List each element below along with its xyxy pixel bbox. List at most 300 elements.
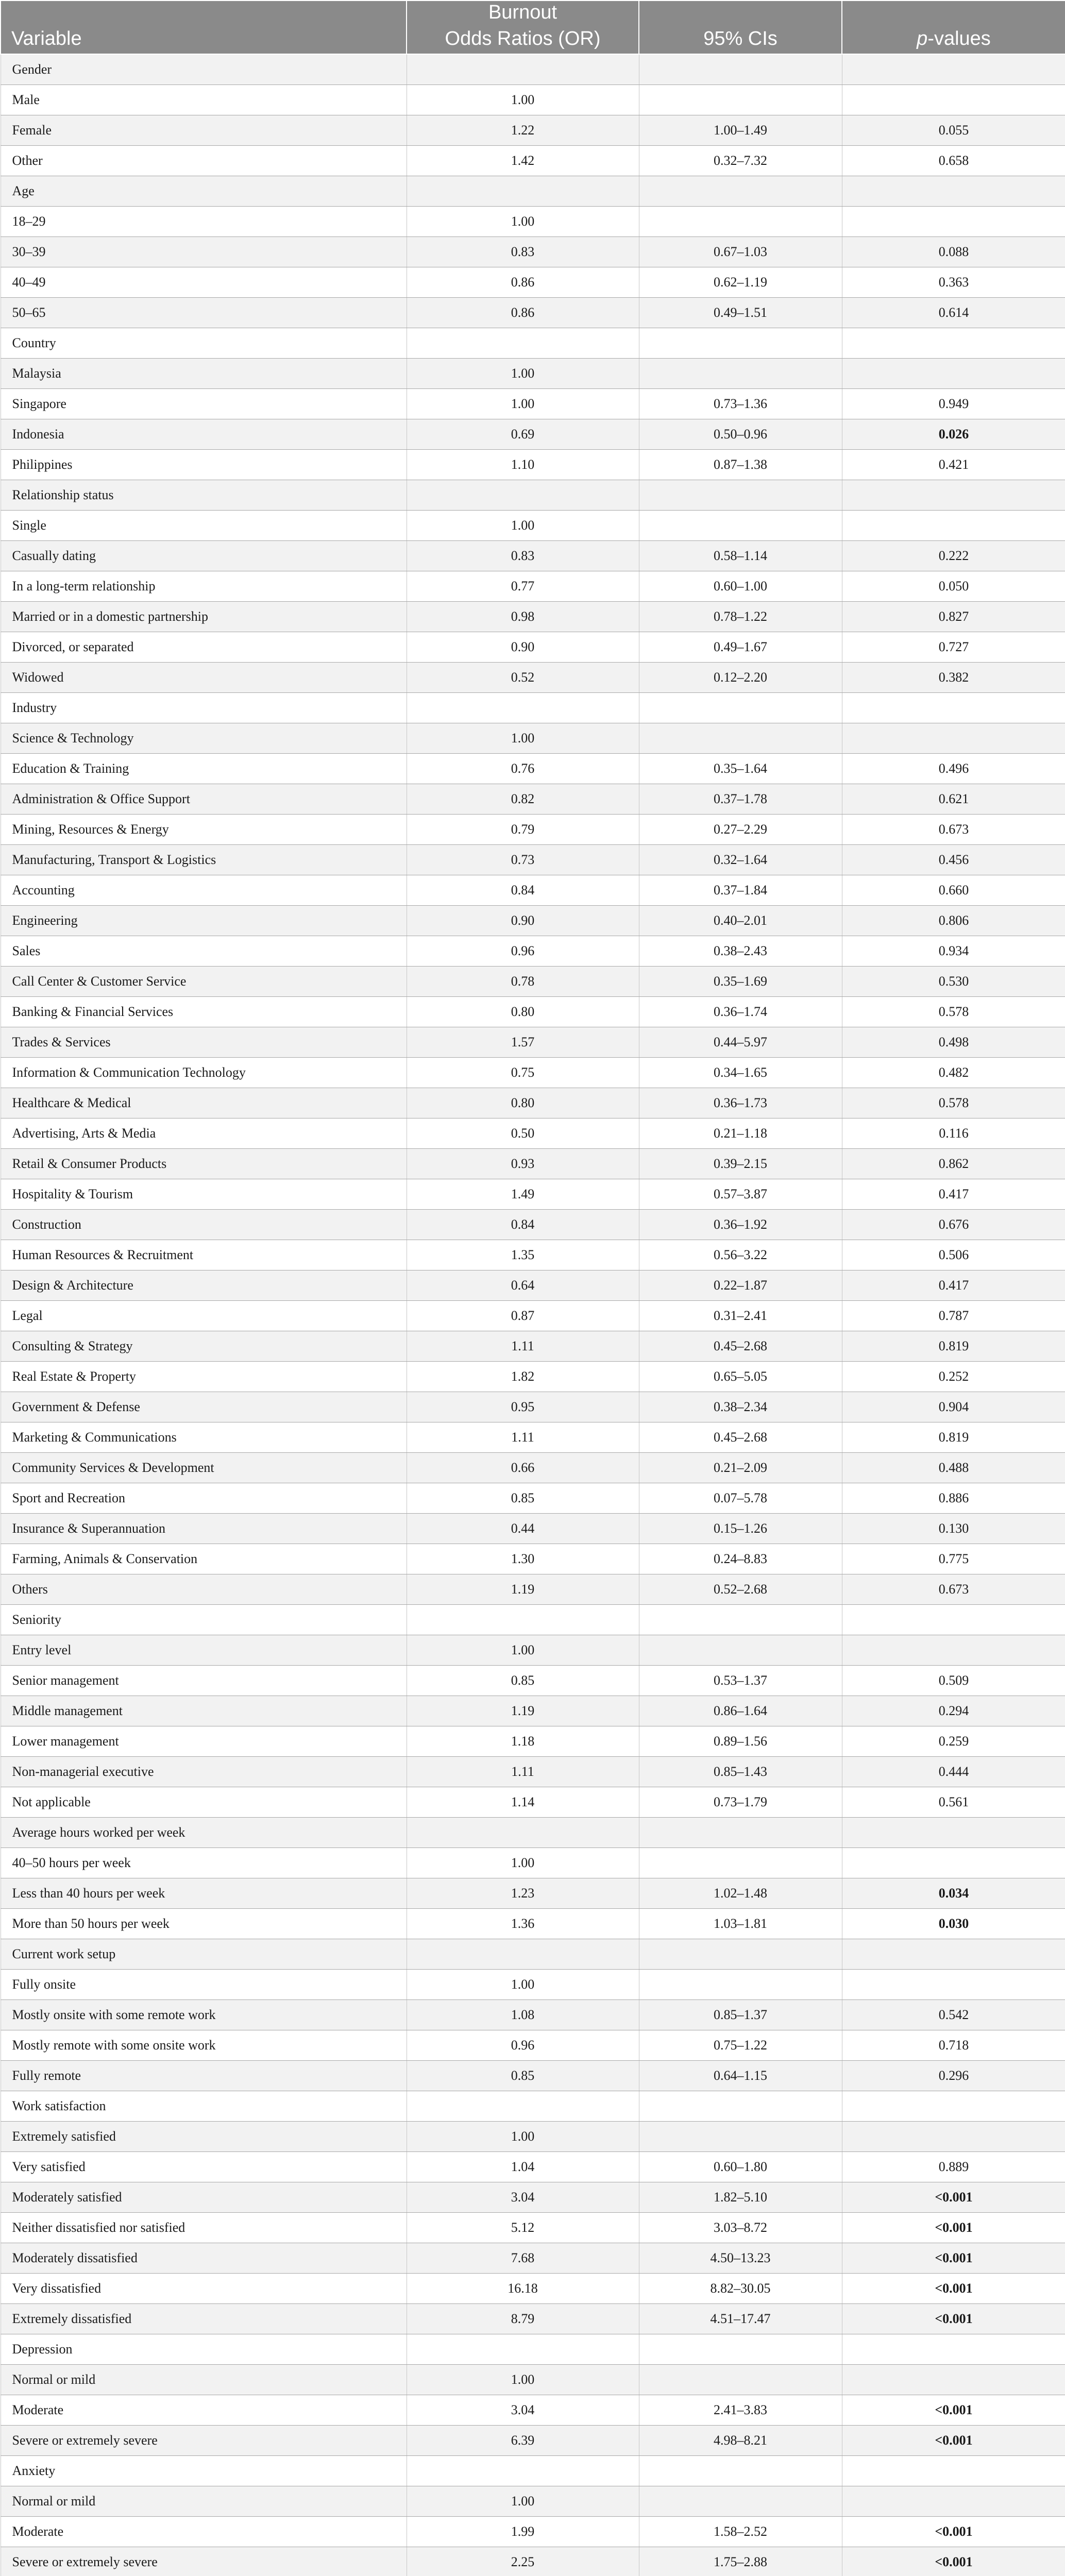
table-row [1,1392,1065,1422]
variable-cell: Country [1,328,407,358]
odds-ratio-cell: 1.00 [407,510,639,540]
p-value-cell: <0.001 [842,2212,1065,2243]
variable-cell: Mostly onsite with some remote work [1,1999,407,2030]
table-row [1,844,1065,875]
p-value-cell: 0.775 [842,1544,1065,1574]
table-row [1,1817,1065,1848]
variable-cell: Indonesia [1,419,407,449]
variable-cell: Normal or mild [1,2364,407,2395]
odds-ratio-cell: 0.90 [407,905,639,936]
p-value-cell: 0.787 [842,1300,1065,1331]
table-row [1,206,1065,236]
ci-cell: 0.35–1.69 [639,966,842,996]
odds-ratio-cell: 1.99 [407,2516,639,2547]
ci-cell: 0.57–3.87 [639,1179,842,1209]
table-row [1,1574,1065,1604]
ci-cell: 0.75–1.22 [639,2030,842,2060]
p-value-cell: 0.542 [842,1999,1065,2030]
p-value-cell [842,84,1065,115]
odds-ratio-cell: 0.77 [407,571,639,601]
odds-ratio-cell: 0.96 [407,936,639,966]
p-value-cell: 0.578 [842,996,1065,1027]
variable-cell: Sales [1,936,407,966]
p-value-cell [842,328,1065,358]
header-row-columns [1,24,1065,54]
p-value-cell [842,54,1065,84]
p-value-cell: 0.673 [842,814,1065,844]
odds-ratio-cell: 1.19 [407,1574,639,1604]
p-value-cell: 0.294 [842,1696,1065,1726]
p-value-cell [842,1635,1065,1665]
p-value-cell: <0.001 [842,2182,1065,2212]
ci-cell: 0.22–1.87 [639,1270,842,1300]
table-row [1,905,1065,936]
ci-cell: 0.32–7.32 [639,145,842,176]
odds-ratio-cell: 1.57 [407,1027,639,1057]
p-value-cell: 0.034 [842,1878,1065,1908]
odds-ratio-cell [407,1817,639,1848]
ci-cell [639,176,842,206]
ci-cell: 0.86–1.64 [639,1696,842,1726]
odds-ratio-cell: 0.44 [407,1513,639,1544]
table-row [1,84,1065,115]
table-row [1,2364,1065,2395]
table-row [1,1057,1065,1088]
ci-cell [639,2486,842,2516]
ci-cell: 0.85–1.43 [639,1756,842,1787]
odds-ratio-cell: 0.83 [407,540,639,571]
table-row [1,2395,1065,2425]
variable-cell: Depression [1,2334,407,2364]
p-value-cell [842,1969,1065,1999]
odds-ratio-cell: 0.82 [407,784,639,814]
table-row [1,1787,1065,1817]
odds-ratio-cell: 1.00 [407,206,639,236]
odds-ratio-cell: 0.87 [407,1300,639,1331]
ci-cell: 2.41–3.83 [639,2395,842,2425]
ci-cell: 0.40–2.01 [639,905,842,936]
table-row [1,2151,1065,2182]
ci-cell: 0.85–1.37 [639,1999,842,2030]
ci-cell: 0.24–8.83 [639,1544,842,1574]
odds-ratio-cell: 1.23 [407,1878,639,1908]
variable-cell: Farming, Animals & Conservation [1,1544,407,1574]
odds-ratio-cell: 1.30 [407,1544,639,1574]
p-value-cell: 0.819 [842,1331,1065,1361]
p-value-cell: <0.001 [842,2303,1065,2334]
table-row [1,1422,1065,1452]
ci-cell: 0.52–2.68 [639,1574,842,1604]
table-row [1,2516,1065,2547]
table-row [1,2212,1065,2243]
ci-cell [639,1939,842,1969]
variable-cell: Mostly remote with some onsite work [1,2030,407,2060]
odds-ratio-cell: 1.42 [407,145,639,176]
variable-cell: Industry [1,692,407,723]
p-value-cell: 0.660 [842,875,1065,905]
ci-cell: 0.38–2.43 [639,936,842,966]
table-row [1,2243,1065,2273]
table-row [1,2091,1065,2121]
variable-cell: Moderate [1,2516,407,2547]
variable-cell: Relationship status [1,480,407,510]
column-header-odds-ratios: Odds Ratios (OR) [407,24,639,54]
variable-cell: Not applicable [1,1787,407,1817]
table-row [1,662,1065,692]
table-row [1,1635,1065,1665]
variable-cell: Normal or mild [1,2486,407,2516]
odds-ratio-cell [407,1604,639,1635]
ci-cell: 0.62–1.19 [639,267,842,297]
table-row [1,1696,1065,1726]
p-value-cell: 0.444 [842,1756,1065,1787]
p-value-cell [842,1817,1065,1848]
table-row [1,2334,1065,2364]
odds-ratio-cell: 1.49 [407,1179,639,1209]
p-value-cell [842,2091,1065,2121]
odds-ratio-cell: 0.69 [407,419,639,449]
variable-cell: Manufacturing, Transport & Logistics [1,844,407,875]
odds-ratio-cell: 1.18 [407,1726,639,1756]
table-row [1,1179,1065,1209]
table-row [1,723,1065,753]
variable-cell: Malaysia [1,358,407,388]
ci-cell: 4.50–13.23 [639,2243,842,2273]
odds-ratio-cell: 0.93 [407,1148,639,1179]
odds-ratio-cell: 0.86 [407,267,639,297]
p-value-cell: 0.509 [842,1665,1065,1696]
p-value-cell: 0.614 [842,297,1065,328]
header-spacer [1,1,407,24]
variable-cell: Married or in a domestic partnership [1,601,407,632]
table-row [1,784,1065,814]
table-row [1,1939,1065,1969]
ci-cell: 0.36–1.92 [639,1209,842,1240]
odds-ratio-cell: 1.35 [407,1240,639,1270]
ci-cell [639,2364,842,2395]
p-value-cell [842,1848,1065,1878]
ci-cell: 4.51–17.47 [639,2303,842,2334]
odds-ratio-cell: 16.18 [407,2273,639,2303]
p-values-suffix: -values [927,27,991,49]
ci-cell: 1.03–1.81 [639,1908,842,1939]
ci-cell: 0.45–2.68 [639,1422,842,1452]
table-row [1,1483,1065,1513]
p-value-cell: 0.055 [842,115,1065,145]
variable-cell: Construction [1,1209,407,1240]
odds-ratio-cell: 1.00 [407,388,639,419]
variable-cell: Moderate [1,2395,407,2425]
odds-ratio-cell [407,480,639,510]
table-row [1,1027,1065,1057]
odds-ratio-cell: 1.82 [407,1361,639,1392]
ci-cell [639,2455,842,2486]
table-row [1,115,1065,145]
variable-cell: Government & Defense [1,1392,407,1422]
column-header-ci: 95% CIs [639,24,842,54]
ci-cell [639,480,842,510]
odds-ratio-cell: 3.04 [407,2182,639,2212]
table-row [1,1240,1065,1270]
variable-cell: Less than 40 hours per week [1,1878,407,1908]
p-value-cell: 0.222 [842,540,1065,571]
odds-ratio-cell: 1.00 [407,1848,639,1878]
p-value-cell: <0.001 [842,2243,1065,2273]
odds-ratio-cell: 6.39 [407,2425,639,2455]
table-row [1,2030,1065,2060]
ci-cell [639,692,842,723]
table-row [1,692,1065,723]
column-header-p-values [842,24,1065,54]
p-letter: p [917,27,928,49]
variable-cell: Trades & Services [1,1027,407,1057]
p-value-cell: 0.482 [842,1057,1065,1088]
odds-ratio-cell: 0.80 [407,1088,639,1118]
odds-ratio-cell: 0.85 [407,2060,639,2091]
ci-cell: 0.56–3.22 [639,1240,842,1270]
ci-cell: 0.36–1.74 [639,996,842,1027]
odds-ratio-cell [407,1939,639,1969]
p-value-cell: 0.026 [842,419,1065,449]
table-row [1,936,1065,966]
p-value-cell: 0.116 [842,1118,1065,1148]
table-row [1,2182,1065,2212]
ci-cell: 0.27–2.29 [639,814,842,844]
p-value-cell: 0.363 [842,267,1065,297]
ci-cell [639,723,842,753]
table-row [1,1908,1065,1939]
ci-cell: 0.58–1.14 [639,540,842,571]
ci-cell [639,54,842,84]
table-row [1,1999,1065,2030]
variable-cell: Casually dating [1,540,407,571]
ci-cell: 0.21–1.18 [639,1118,842,1148]
odds-ratio-cell: 0.95 [407,1392,639,1422]
ci-cell: 0.87–1.38 [639,449,842,480]
odds-ratio-cell [407,176,639,206]
p-value-cell: 0.050 [842,571,1065,601]
variable-cell: Moderately dissatisfied [1,2243,407,2273]
p-value-cell [842,206,1065,236]
table-row [1,1300,1065,1331]
variable-cell: Fully remote [1,2060,407,2091]
p-value-cell: 0.530 [842,966,1065,996]
p-value-cell: <0.001 [842,2273,1065,2303]
table-row [1,510,1065,540]
p-value-cell [842,1939,1065,1969]
variable-cell: Lower management [1,1726,407,1756]
ci-cell: 0.35–1.64 [639,753,842,784]
variable-cell: Very satisfied [1,2151,407,2182]
burnout-group-label: Burnout [407,1,639,24]
table-row [1,388,1065,419]
variable-cell: Science & Technology [1,723,407,753]
table-row [1,2486,1065,2516]
ci-cell [639,2334,842,2364]
table-row [1,267,1065,297]
table-row [1,875,1065,905]
variable-cell: Severe or extremely severe [1,2425,407,2455]
ci-cell: 0.64–1.15 [639,2060,842,2091]
ci-cell: 0.07–5.78 [639,1483,842,1513]
p-value-cell: 0.417 [842,1270,1065,1300]
odds-ratio-cell [407,328,639,358]
p-value-cell [842,723,1065,753]
p-value-cell: 0.806 [842,905,1065,936]
odds-ratio-cell: 1.00 [407,1635,639,1665]
variable-cell: Neither dissatisfied nor satisfied [1,2212,407,2243]
table-row [1,1848,1065,1878]
variable-cell: In a long-term relationship [1,571,407,601]
variable-cell: Hospitality & Tourism [1,1179,407,1209]
variable-cell: Accounting [1,875,407,905]
variable-cell: 30–39 [1,236,407,267]
variable-cell: Non-managerial executive [1,1756,407,1787]
odds-ratio-cell: 0.75 [407,1057,639,1088]
variable-cell: Fully onsite [1,1969,407,1999]
column-header-variable: Variable [1,24,407,54]
odds-ratio-cell [407,54,639,84]
variable-cell: Advertising, Arts & Media [1,1118,407,1148]
odds-ratio-cell: 0.66 [407,1452,639,1483]
variable-cell: Retail & Consumer Products [1,1148,407,1179]
odds-ratio-cell: 0.78 [407,966,639,996]
p-value-cell [842,480,1065,510]
p-value-cell [842,2334,1065,2364]
p-value-cell: 0.252 [842,1361,1065,1392]
table-row [1,1361,1065,1392]
variable-cell: Mining, Resources & Energy [1,814,407,844]
variable-cell: Design & Architecture [1,1270,407,1300]
variable-cell: Extremely dissatisfied [1,2303,407,2334]
odds-ratio-cell: 1.11 [407,1422,639,1452]
table-row [1,1544,1065,1574]
table-row [1,1270,1065,1300]
table-row [1,2060,1065,2091]
ci-cell: 1.75–2.88 [639,2547,842,2576]
table-row [1,814,1065,844]
variable-cell: Legal [1,1300,407,1331]
variable-cell: Single [1,510,407,540]
variable-cell: Work satisfaction [1,2091,407,2121]
odds-ratio-cell: 0.79 [407,814,639,844]
p-value-cell: 0.498 [842,1027,1065,1057]
variable-cell: Philippines [1,449,407,480]
ci-cell: 0.34–1.65 [639,1057,842,1088]
variable-cell: Average hours worked per week [1,1817,407,1848]
ci-cell [639,358,842,388]
p-value-cell: 0.819 [842,1422,1065,1452]
p-value-cell: 0.676 [842,1209,1065,1240]
odds-ratio-cell [407,2334,639,2364]
ci-cell: 0.45–2.68 [639,1331,842,1361]
ci-cell [639,328,842,358]
table-row [1,1118,1065,1148]
table-row [1,2273,1065,2303]
variable-cell: Real Estate & Property [1,1361,407,1392]
variable-cell: Insurance & Superannuation [1,1513,407,1544]
ci-cell: 0.73–1.79 [639,1787,842,1817]
table-row [1,1209,1065,1240]
p-value-cell [842,1604,1065,1635]
variable-cell: Widowed [1,662,407,692]
odds-ratio-cell: 0.90 [407,632,639,662]
table-row [1,1969,1065,1999]
ci-cell: 0.12–2.20 [639,662,842,692]
variable-cell: Gender [1,54,407,84]
table-row [1,540,1065,571]
odds-ratio-cell: 1.36 [407,1908,639,1939]
variable-cell: Consulting & Strategy [1,1331,407,1361]
p-value-cell: 0.658 [842,145,1065,176]
ci-cell: 0.53–1.37 [639,1665,842,1696]
variable-cell: Severe or extremely severe [1,2547,407,2576]
ci-cell [639,206,842,236]
variable-cell: More than 50 hours per week [1,1908,407,1939]
odds-ratio-cell: 1.00 [407,84,639,115]
variable-cell: Male [1,84,407,115]
p-value-cell: 0.506 [842,1240,1065,1270]
odds-ratio-cell: 1.22 [407,115,639,145]
odds-ratio-cell: 1.00 [407,2364,639,2395]
odds-ratio-cell: 0.98 [407,601,639,632]
table-row [1,54,1065,84]
odds-ratio-cell: 1.19 [407,1696,639,1726]
table-row [1,297,1065,328]
p-value-cell: 0.886 [842,1483,1065,1513]
variable-cell: 40–49 [1,267,407,297]
variable-cell: Extremely satisfied [1,2121,407,2151]
ci-cell: 0.36–1.73 [639,1088,842,1118]
table-row [1,601,1065,632]
p-value-cell: 0.904 [842,1392,1065,1422]
table-row [1,1148,1065,1179]
odds-ratio-cell: 1.10 [407,449,639,480]
odds-ratio-cell: 0.84 [407,875,639,905]
odds-ratio-cell: 0.83 [407,236,639,267]
header-row-group [1,1,1065,24]
table-row [1,236,1065,267]
p-value-cell: 0.718 [842,2030,1065,2060]
table-body [1,54,1065,2576]
ci-cell: 0.60–1.00 [639,571,842,601]
odds-ratio-cell: 0.73 [407,844,639,875]
p-value-cell [842,358,1065,388]
ci-cell: 0.73–1.36 [639,388,842,419]
ci-cell: 0.67–1.03 [639,236,842,267]
table-row [1,176,1065,206]
variable-cell: Female [1,115,407,145]
odds-ratio-cell: 2.25 [407,2547,639,2576]
odds-ratio-cell: 0.80 [407,996,639,1027]
odds-ratio-cell: 0.64 [407,1270,639,1300]
variable-cell: Singapore [1,388,407,419]
odds-ratio-cell: 0.50 [407,1118,639,1148]
table-row [1,2455,1065,2486]
odds-ratio-cell [407,2091,639,2121]
header-spacer [842,1,1065,24]
odds-ratio-cell: 0.52 [407,662,639,692]
odds-ratio-cell: 1.04 [407,2151,639,2182]
p-value-cell: <0.001 [842,2547,1065,2576]
odds-ratio-cell: 0.96 [407,2030,639,2060]
p-value-cell: 0.496 [842,753,1065,784]
odds-ratio-cell: 1.11 [407,1756,639,1787]
table-row [1,2547,1065,2576]
variable-cell: Sport and Recreation [1,1483,407,1513]
ci-cell [639,84,842,115]
table-row [1,1331,1065,1361]
